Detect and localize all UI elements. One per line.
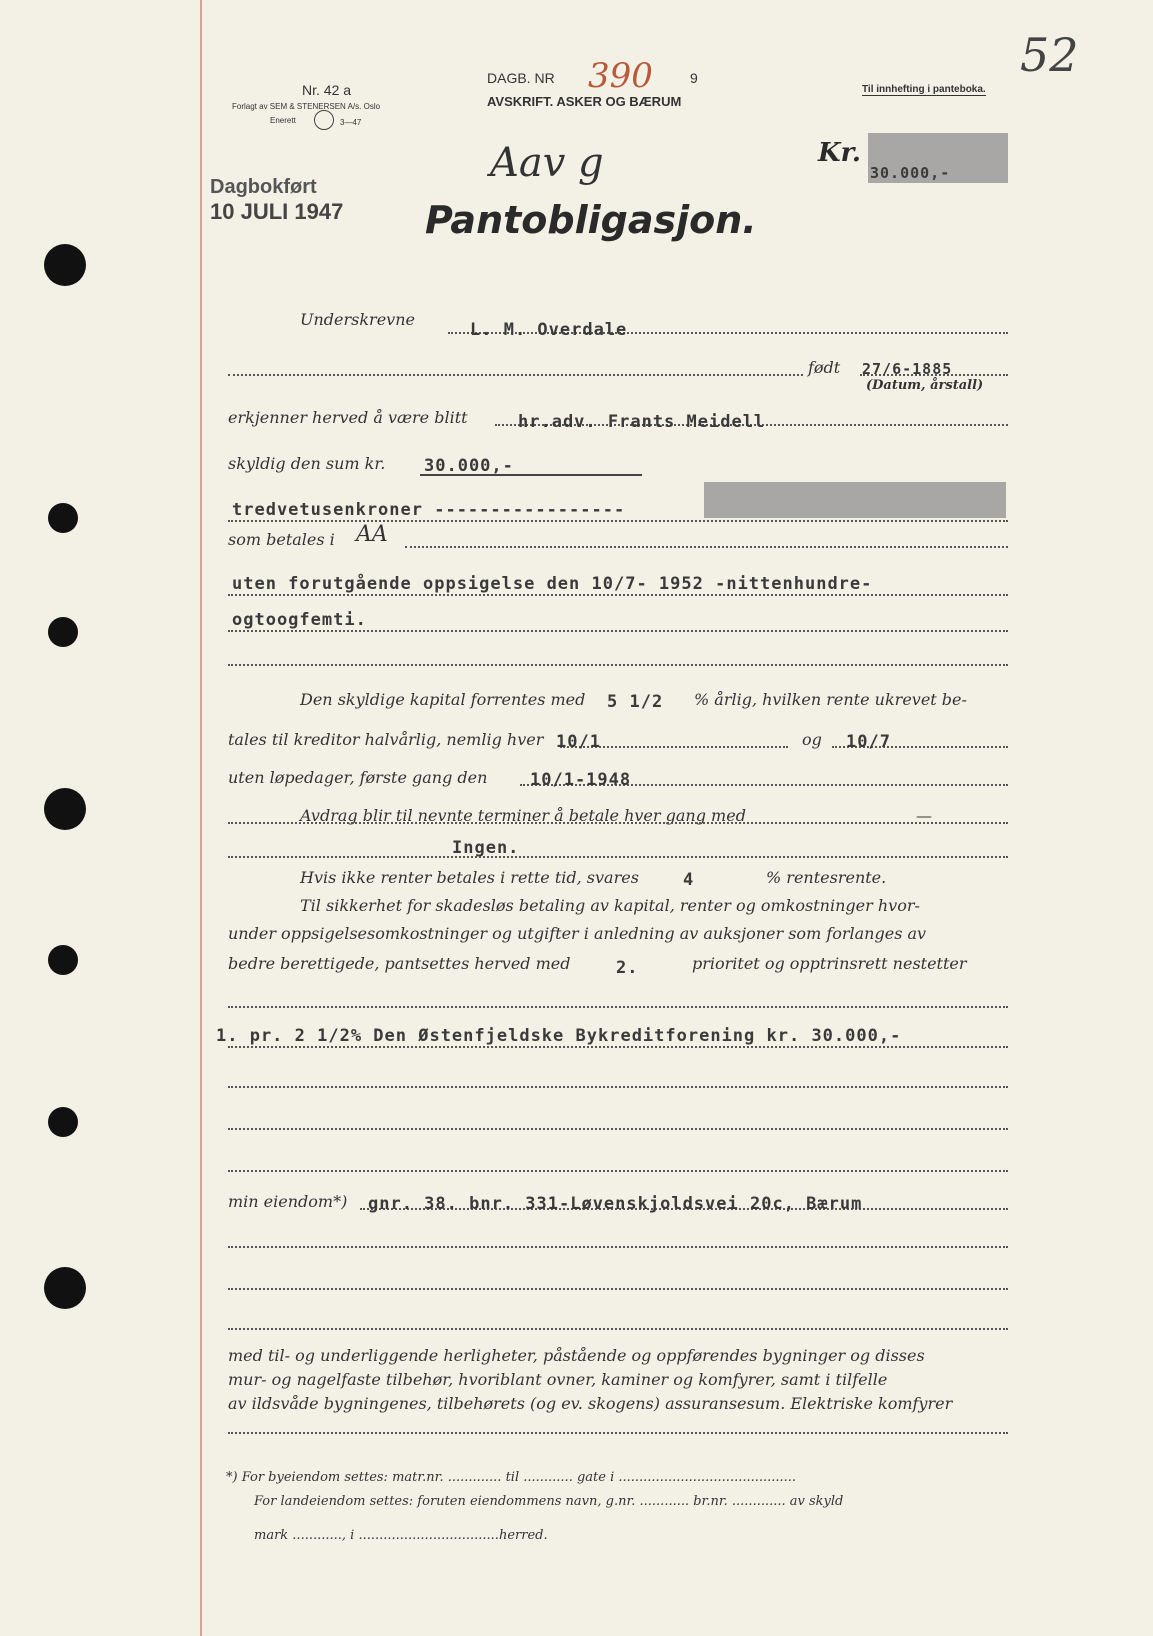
punch-hole (48, 503, 78, 533)
footnote-line3: mark ............, i ..................................herred. (254, 1528, 548, 1543)
hvis-label-cont: % rentesrente. (766, 868, 887, 887)
form-number: Nr. 42 a (302, 82, 352, 98)
prior-mortgage: 1. pr. 2 1/2% Den Østenfjeldske Bykreditforening kr. 30.000,- (216, 1026, 902, 1046)
erkjenner-label: erkjenner herved å være blitt (228, 408, 468, 427)
punch-hole (48, 617, 78, 647)
herlighet-line3: av ildsvåde bygningenes, tilbehørets (og ev. skogens) assuransesum. Elektriske komfyrer (228, 1394, 953, 1413)
dagb-suffix: 9 (690, 70, 698, 86)
publisher-enerett: Enerett (270, 116, 296, 125)
punch-hole (44, 788, 86, 830)
document-title: Pantobligasjon. (425, 198, 757, 242)
til-innhefting: Til innhefting i panteboka. (862, 84, 986, 95)
kapital-label: Den skyldige kapital forrentes med (300, 690, 586, 709)
priority-value: 2. (616, 958, 639, 978)
fodt-label: født (808, 358, 841, 377)
avdrag-label: Avdrag blir til nevnte terminer å betale hver gang med (300, 806, 746, 825)
avdrag-dash: — (916, 806, 932, 825)
avdrag-value: Ingen. (452, 838, 520, 858)
skyldig-label: skyldig den sum kr. (228, 454, 386, 473)
sikkerhet-line2: under oppsigelsesomkostninger og utgifter i anledning av auksjoner som forlanges av (228, 924, 927, 943)
sum-value: 30.000,- (424, 456, 514, 476)
dagbokfort-stamp (210, 176, 343, 225)
margin-rule (200, 0, 202, 1636)
publisher-date: 3—47 (340, 118, 362, 127)
debtor-name: L. M. Overdale (470, 320, 628, 340)
sikkerhet-line3-cont: prioritet og opptrinsrett nestetter (692, 954, 967, 973)
first-payment-date: 10/1-1948 (530, 770, 632, 790)
signature-mark: Aav g (490, 140, 604, 186)
footnote-line2: For landeiendom settes: foruten eiendommens navn, g.nr. ............ br.nr. ............. av skyld (254, 1494, 844, 1509)
punch-hole (44, 244, 86, 286)
creditor-name: hr.adv. Frants Meidell (518, 412, 766, 432)
interest-date-1: 10/1 (556, 732, 601, 752)
som-betales-initials: AA (356, 522, 388, 547)
herlighet-line2: mur- og nagelfaste tilbehør, hvoriblant ovner, kaminer og komfyrer, samt i tilfelle (228, 1370, 888, 1389)
amount-label: Kr. (818, 138, 861, 168)
herlighet-line1: med til- og underliggende herligheter, påstående og oppførendes bygninger og disses (228, 1346, 925, 1365)
hvis-label: Hvis ikke renter betales i rette tid, svares (300, 868, 639, 887)
stamp-label: Dagbokført (210, 176, 317, 198)
og-label: og (802, 730, 822, 749)
eiendom-label: min eiendom*) (228, 1192, 348, 1211)
amount-value: 30.000,- (870, 164, 951, 182)
stamp-date: 10 JULI 1947 (210, 199, 344, 224)
punch-hole (44, 1267, 86, 1309)
tales-label: tales til kreditor halvårlig, nemlig hver (228, 730, 544, 749)
sum-words-redaction (704, 482, 1006, 518)
birth-date: 27/6-1885 (862, 360, 953, 378)
sikkerhet-line3: bedre berettigede, pantsettes herved med (228, 954, 571, 973)
punch-hole (48, 945, 78, 975)
datum-label: (Datum, årstall) (866, 378, 984, 393)
som-betales-label: som betales i (228, 530, 335, 549)
lopedager-label: uten løpedager, første gang den (228, 768, 488, 787)
dagb-number: 390 (588, 56, 653, 96)
interest-rate: 5 1/2 (607, 692, 664, 712)
sum-words: tredvetusenkroner ----------------- (232, 500, 626, 520)
penalty-rate: 4 (683, 870, 695, 890)
payment-terms-line1: uten forutgående oppsigelse den 10/7- 1952 -nittenhundre- (232, 574, 873, 594)
punch-hole (48, 1107, 78, 1137)
interest-date-2: 10/7 (846, 732, 891, 752)
page-number: 52 (1020, 28, 1079, 82)
dagb-label: DAGB. NR (487, 70, 555, 86)
sikkerhet-line1: Til sikkerhet for skadesløs betaling av kapital, renter og omkostninger hvor- (300, 896, 920, 915)
footnote-line1: *) For byeiendom settes: matr.nr. ............. til ............ gate i ........................................... (226, 1470, 797, 1485)
underskrevne-label: Underskrevne (300, 310, 415, 329)
publisher-line: Forlagt av SEM & STENERSEN A/s. Oslo (232, 102, 381, 111)
publisher-logo (314, 110, 334, 130)
avskrift-line: AVSKRIFT. ASKER OG BÆRUM (487, 94, 682, 109)
property-value: gnr. 38. bnr. 331-Løvenskjoldsvei 20c, Bærum (368, 1194, 863, 1214)
kapital-label-cont: % årlig, hvilken rente ukrevet be- (694, 690, 967, 709)
payment-terms-line2: ogtoogfemti. (232, 610, 367, 630)
